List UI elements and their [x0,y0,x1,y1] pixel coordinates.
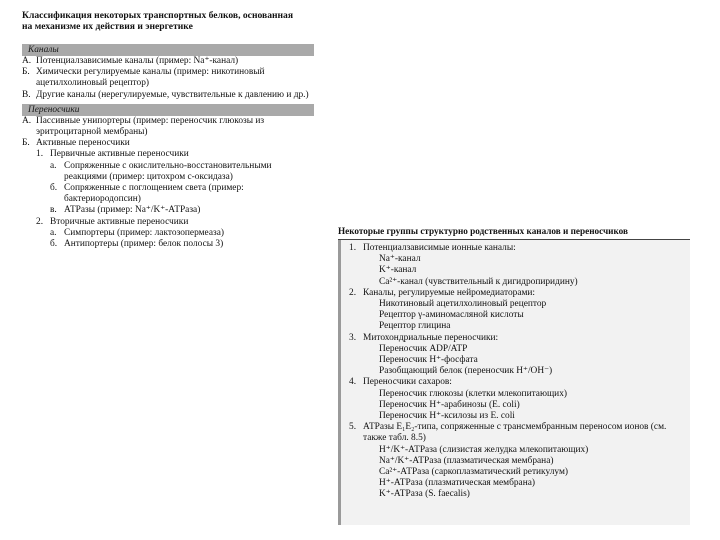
item-marker: а. [50,227,57,238]
list-item: H⁺/K⁺-АТРаза (слизистая желудка млекопитающих) [379,444,589,455]
list-item [22,67,314,89]
list-item [22,90,314,101]
list-item: Разобщающий белок (переносчик H⁺/OH⁻) [379,366,553,377]
item-marker: Б. [22,138,30,149]
list-item [22,239,314,250]
list-item: Рецептор γ-аминомасляной кислоты [379,310,524,321]
left-table-title [22,10,314,32]
item-text: Антипортеры (пример: белок полосы 3) [64,239,224,250]
item-marker: а. [50,160,57,171]
list-item [22,149,314,160]
list-item: H⁺-АТРаза (плазматическая мембрана) [379,478,535,489]
group-marker: 1. [349,243,357,253]
item-text: Сопряженные с поглощением света (пример: бактериородопсин) [64,183,244,205]
group-heading [349,377,684,388]
item-text: Пассивные унипортеры (пример: переносчик глюкозы из эритроцитарной мембраны) [36,115,265,138]
list-item: Рецептор глицина [379,321,451,332]
item-text: АТРазы (пример: Na⁺/K⁺-АТРаза) [64,205,201,216]
item-marker: А. [22,115,32,126]
list-item: K⁺-АТРаза (S. faecalis) [379,489,470,500]
item-marker: А. [22,56,32,66]
group-heading [349,288,684,299]
group-heading [349,422,684,444]
group-heading [349,243,684,254]
item-marker: б. [50,239,58,250]
group-marker: 3. [349,332,357,343]
item-text: Сопряженные с окислительно-восстановительными реакциями (пример: цитохром с-оксидаза) [64,160,272,182]
right-table [338,226,690,525]
item-text: Другие каналы (нерегулируемые, чувствительные к давлению и др.) [36,89,309,100]
list-item: Na⁺/K⁺-АТРаза (плазматическая мембрана) [379,455,554,466]
item-text: Первичные активные переносчики [50,149,189,160]
item-marker: в. [50,205,57,216]
list-item [22,56,314,67]
item-marker: б. [50,183,58,194]
group-heading [349,333,684,344]
section-heading-channels: Каналы [22,44,314,56]
group-heading-text: АТРазы E₁E₂-типа, сопряженные с трансмембранным переносом ионов (см. также табл. 8.5) [363,422,667,444]
item-marker: В. [22,89,31,100]
right-table-title: Некоторые группы структурно родственных каналов и переносчиков [338,226,628,236]
group-heading-text: Каналы, регулируемые нейромедиаторами: [363,287,536,298]
list-item [22,205,314,216]
group-heading-text: Переносчики сахаров: [363,377,452,388]
left-title-line-2: на механизме их действия и энергетике [22,21,193,32]
item-text: Потенциалзависимые каналы (пример: Na⁺-канал) [36,56,239,66]
item-text: Вторичные активные переносчики [50,216,189,227]
list-item: Переносчик глюкозы (клетки млекопитающих) [379,388,568,399]
list-item: K⁺-канал [379,265,417,276]
list-item [22,228,314,239]
list-item: Переносчик H⁺-фосфата [379,355,478,366]
item-text: Симпортеры (пример: лактозопермеаза) [64,227,224,238]
list-item [22,161,314,183]
list-item: Переносчик H⁺-ксилозы из E. coli [379,411,515,422]
list-item: Na⁺-канал [379,254,421,265]
list-item [22,116,314,138]
section-heading-transporters: Переносчики [22,104,314,116]
list-item: Никотиновый ацетилхолиновый рецептор [379,299,547,310]
right-table-body [338,240,690,525]
group-marker: 4. [349,377,357,388]
list-item [22,138,314,149]
left-title-line-1: Классификация некоторых транспортных белков, основанная [22,10,294,21]
item-text: Химически регулируемые каналы (пример: никотиновый ацетилхолиновый рецептор) [36,67,265,89]
list-item: Ca²⁺-канал (чувствительный к дигидропиридину) [379,276,578,287]
list-item: Ca²⁺-АТРаза (саркоплазматический ретикулум) [379,467,569,478]
item-marker: 1. [36,149,44,160]
list-item [22,217,314,228]
item-marker: 2. [36,216,44,227]
item-text: Активные переносчики [36,138,130,149]
group-marker: 5. [349,422,357,433]
group-heading-text: Митохондриальные переносчики: [363,332,499,343]
list-item: Переносчик ADP/ATP [379,343,468,354]
group-heading-text: Потенциалзависимые ионные каналы: [363,243,516,253]
list-item: Переносчик H⁺-арабинозы (E. coli) [379,399,520,410]
list-item [22,183,314,205]
left-table [22,10,314,250]
item-marker: Б. [22,67,30,78]
group-marker: 2. [349,287,357,298]
